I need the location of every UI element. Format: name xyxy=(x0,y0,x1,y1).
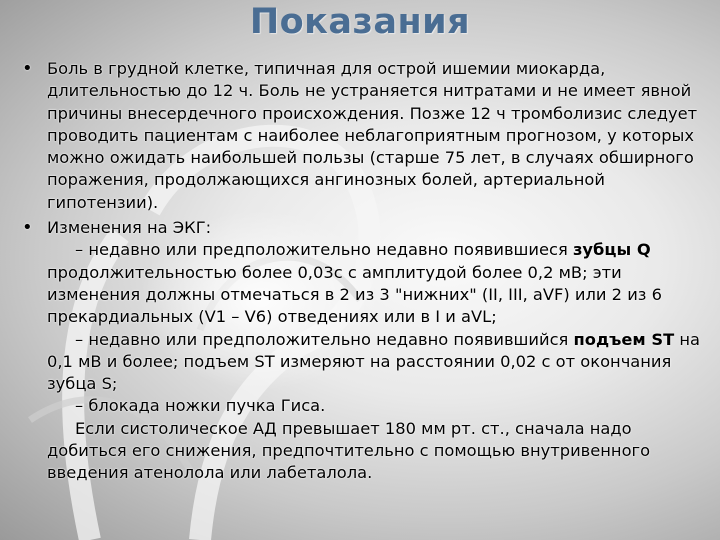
blood-pressure-note: Если систолическое АД превышает 180 мм рт. ст., сначала надо добиться его снижения, предпочтительно с помощью внутривенного введения атенолола или лабеталола. xyxy=(47,418,651,483)
bullet-ecg-changes xyxy=(22,217,712,485)
bullet-marker: • xyxy=(22,58,33,79)
ecg-heading: Изменения на ЭКГ: xyxy=(47,218,212,238)
term-q-waves: зубцы Q xyxy=(572,240,651,260)
slide-title: Показания xyxy=(249,2,471,42)
item-prefix: – недавно или предположительно недавно появившиеся xyxy=(75,240,568,260)
bullet-indications xyxy=(22,58,712,214)
ecg-item-st-elevation xyxy=(47,329,712,396)
item-text: на 0,1 мВ и более; подъем ST измеряют на расстоянии 0,02 с от окончания зубца S; xyxy=(47,329,701,394)
term-st-elevation: подъем ST xyxy=(573,329,675,349)
slide-content xyxy=(22,58,712,488)
item-text: продолжительностью более 0,03с с амплитудой более 0,2 мВ; эти изменения должны отмечаться в 2 из 3 "нижних" (II, III, aVF) или 2 из 6 прекардиальных (V1 – V6) отведениях или в I и aVL; xyxy=(47,262,662,327)
bullet-text-chest-pain: Боль в грудной клетке, типичная для острой ишемии миокарда, длительностью до 12 ч. Боль не устраняется нитратами и не имеет явной причины внесердечного происхождения. Позже 12 ч тромболизис следует проводить пациентам с наиболее неблагоприятным прогнозом, у которых можно ожидать наибольшей пользы (старше 75 лет, в случаях обширного поражения, продолжающихся ангинозных болей, артериальной гипотензии). xyxy=(47,59,698,212)
ecg-item-bundle-branch-block: – блокада ножки пучка Гиса. xyxy=(75,396,326,416)
ecg-item-q-waves xyxy=(47,239,712,328)
item-prefix: – недавно или предположительно недавно появившийся xyxy=(75,329,569,349)
bullet-marker: • xyxy=(22,217,33,239)
